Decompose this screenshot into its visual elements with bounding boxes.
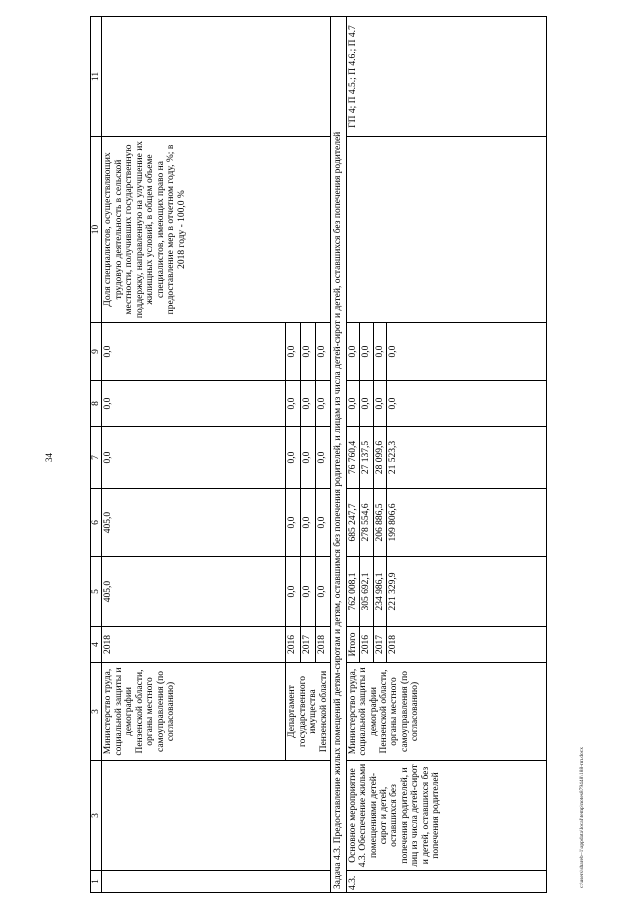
value-cell: 278 554,6 bbox=[360, 489, 373, 557]
value-cell: 0,0 bbox=[360, 323, 373, 381]
empty-cell bbox=[102, 871, 331, 893]
value-cell: 762 008,1 bbox=[346, 557, 359, 627]
value-cell: 0,0 bbox=[316, 489, 331, 557]
row-number: 4.3. bbox=[346, 871, 546, 893]
value-cell: 0,0 bbox=[102, 427, 286, 489]
measure-cell bbox=[102, 761, 331, 871]
value-cell: 234 986,1 bbox=[373, 557, 386, 627]
header-cell: 3 bbox=[91, 663, 102, 761]
header-cell: 9 bbox=[91, 323, 102, 381]
value-cell: 0,0 bbox=[386, 323, 546, 381]
value-cell: 28 099,6 bbox=[373, 427, 386, 489]
value-cell: 76 760,4 bbox=[346, 427, 359, 489]
executor-cell: Министерство труда, социальной защиты и демографии Пензенской области, органы местного самоуправления (по согласованию) bbox=[102, 663, 286, 761]
value-cell: 0,0 bbox=[286, 489, 301, 557]
table-row bbox=[346, 17, 359, 893]
rotated-table-area bbox=[90, 17, 442, 893]
value-cell: 199 806,6 bbox=[386, 489, 546, 557]
value-cell: 21 523,3 bbox=[386, 427, 546, 489]
year-cell: 2018 bbox=[102, 627, 286, 663]
value-cell: 305 692,1 bbox=[360, 557, 373, 627]
value-cell: 0,0 bbox=[301, 489, 316, 557]
value-cell: 0,0 bbox=[301, 557, 316, 627]
measure-cell: Основное мероприятие 4.3. Обеспечение жильми помещениями детей-сирот и детей, оставшихся без попечения родителей, и лиц из числа детей-сирот и детей, оставшихся без попечения родителей bbox=[346, 761, 546, 871]
year-cell: 2018 bbox=[316, 627, 331, 663]
value-cell: 0,0 bbox=[346, 323, 359, 381]
value-cell: 0,0 bbox=[316, 557, 331, 627]
header-cell: 7 bbox=[91, 427, 102, 489]
year-cell: 2017 bbox=[373, 627, 386, 663]
header-cell: 4 bbox=[91, 627, 102, 663]
year-cell: 2017 bbox=[301, 627, 316, 663]
value-cell: 0,0 bbox=[301, 323, 316, 381]
value-cell: 27 137,5 bbox=[360, 427, 373, 489]
header-cell: 10 bbox=[91, 137, 102, 323]
executor-cell: Министерство труда, социальной защиты и демографии Пензенской области, органы местного самоуправления (по согласованию) bbox=[346, 663, 546, 761]
executor-cell: Департамент государственного имущества Пензенской области bbox=[286, 663, 331, 761]
year-cell: 2016 bbox=[360, 627, 373, 663]
header-cell: 11 bbox=[91, 17, 102, 137]
value-cell: 0,0 bbox=[386, 381, 546, 427]
task-heading: Задача 4.3. Предоставление жилых помещений детям-сиротам и детям, оставшимся без попечения родителей, и лицам из числа детей-сирот и детей, оставшихся без попечения родителей bbox=[331, 17, 346, 893]
value-cell: 0,0 bbox=[286, 427, 301, 489]
header-cell: 1 bbox=[91, 871, 102, 893]
file-path-footer: c:\users\shareb~1\appdata\local\temp\notes879448\188-пп.docx bbox=[579, 747, 585, 888]
value-cell: 0,0 bbox=[316, 427, 331, 489]
indicator-cell: Доля специалистов, осуществляющих трудовую деятельность в сельской местности, получивших государственную поддержку, направленную на улучшение их жилищных условий, в общем объеме специалистов, имеющих право на предоставление мер в отчетном году, %; в 2018 году - 100,0 % bbox=[102, 137, 331, 323]
header-cell: 5 bbox=[91, 557, 102, 627]
value-cell: 0,0 bbox=[360, 381, 373, 427]
year-cell: 2018 bbox=[386, 627, 546, 663]
header-cell: 6 bbox=[91, 489, 102, 557]
year-cell: Итого bbox=[346, 627, 359, 663]
value-cell: 405,0 bbox=[102, 489, 286, 557]
header-row bbox=[91, 17, 102, 893]
table-row bbox=[102, 17, 286, 893]
program-table bbox=[90, 16, 547, 893]
value-cell: 0,0 bbox=[316, 381, 331, 427]
page-number: 34 bbox=[44, 453, 54, 462]
value-cell: 0,0 bbox=[316, 323, 331, 381]
refs-cell: ГП 4; П 4.5.; П 4.6.; П 4.7 bbox=[346, 17, 546, 137]
value-cell: 0,0 bbox=[346, 381, 359, 427]
value-cell: 0,0 bbox=[373, 323, 386, 381]
header-cell: 3 bbox=[91, 761, 102, 871]
value-cell: 0,0 bbox=[286, 381, 301, 427]
value-cell: 0,0 bbox=[102, 381, 286, 427]
value-cell: 206 886,5 bbox=[373, 489, 386, 557]
indicator-cell bbox=[346, 137, 546, 323]
value-cell: 0,0 bbox=[102, 323, 286, 381]
value-cell: 221 329,9 bbox=[386, 557, 546, 627]
value-cell: 0,0 bbox=[373, 381, 386, 427]
value-cell: 0,0 bbox=[286, 323, 301, 381]
value-cell: 0,0 bbox=[301, 427, 316, 489]
value-cell: 685 247,7 bbox=[346, 489, 359, 557]
header-cell: 8 bbox=[91, 381, 102, 427]
refs-cell bbox=[102, 17, 331, 137]
value-cell: 0,0 bbox=[301, 381, 316, 427]
year-cell: 2016 bbox=[286, 627, 301, 663]
value-cell: 0,0 bbox=[286, 557, 301, 627]
task-row bbox=[331, 17, 346, 893]
value-cell: 405,0 bbox=[102, 557, 286, 627]
